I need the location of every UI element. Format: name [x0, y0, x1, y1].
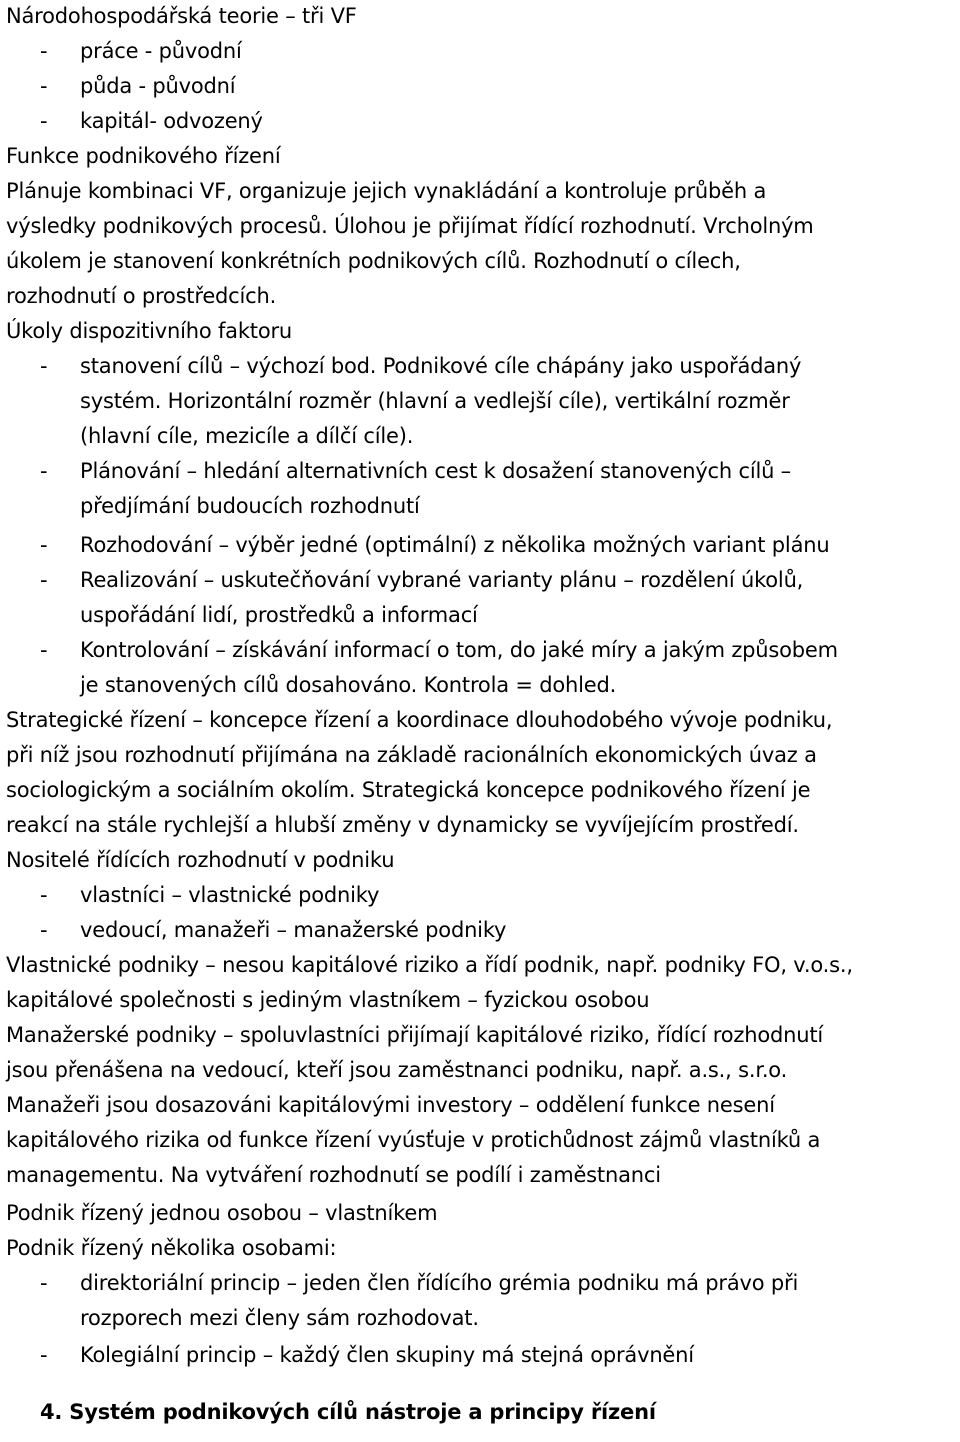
- list-item: direktoriální princip – jeden člen řídícího grémia podniku má právo při: [80, 1271, 799, 1295]
- list-dash: -: [40, 918, 48, 942]
- list-dash: -: [40, 638, 48, 662]
- text-line: Národohospodářská teorie – tři VF: [6, 4, 357, 28]
- list-item-continuation: uspořádání lidí, prostředků a informací: [80, 603, 478, 627]
- list-item-continuation: (hlavní cíle, mezicíle a dílčí cíle).: [80, 424, 414, 448]
- text-line: úkolem je stanovení konkrétních podnikových cílů. Rozhodnutí o cílech,: [6, 249, 741, 273]
- list-dash: -: [40, 354, 48, 378]
- list-dash: -: [40, 109, 48, 133]
- text-line: Manažeři jsou dosazováni kapitálovými investory – oddělení funkce nesení: [6, 1093, 775, 1117]
- text-line: Podnik řízený jednou osobou – vlastníkem: [6, 1201, 438, 1225]
- list-item: stanovení cílů – výchozí bod. Podnikové cíle chápány jako uspořádaný: [80, 354, 802, 378]
- list-dash: -: [40, 1271, 48, 1295]
- text-line: Úkoly dispozitivního faktoru: [6, 319, 293, 343]
- list-dash: -: [40, 533, 48, 557]
- list-item: vlastníci – vlastnické podniky: [80, 883, 380, 907]
- text-line: Podnik řízený několika osobami:: [6, 1236, 337, 1260]
- list-item: Realizování – uskutečňování vybrané varianty plánu – rozdělení úkolů,: [80, 568, 804, 592]
- list-item-continuation: rozporech mezi členy sám rozhodovat.: [80, 1306, 479, 1330]
- list-item: práce - původní: [80, 39, 242, 63]
- text-line: Funkce podnikového řízení: [6, 144, 281, 168]
- text-line: reakcí na stále rychlejší a hlubší změny v dynamicky se vyvíjejícím prostředí.: [6, 813, 799, 837]
- list-dash: -: [40, 74, 48, 98]
- list-dash: -: [40, 883, 48, 907]
- list-item: Kolegiální princip – každý člen skupiny má stejná oprávnění: [80, 1343, 694, 1367]
- text-line: managementu. Na vytváření rozhodnutí se podílí i zaměstnanci: [6, 1163, 661, 1187]
- text-line: Manažerské podniky – spoluvlastníci přijímají kapitálové riziko, řídící rozhodnutí: [6, 1023, 824, 1047]
- list-item: půda - původní: [80, 74, 236, 98]
- text-line: Strategické řízení – koncepce řízení a koordinace dlouhodobého vývoje podniku,: [6, 708, 833, 732]
- list-dash: -: [40, 1343, 48, 1367]
- text-line: Nositelé řídících rozhodnutí v podniku: [6, 848, 395, 872]
- list-item: vedoucí, manažeři – manažerské podniky: [80, 918, 507, 942]
- list-item: Rozhodování – výběr jedné (optimální) z několika možných variant plánu: [80, 533, 830, 557]
- text-line: při níž jsou rozhodnutí přijímána na základě racionálních ekonomických úvaz a: [6, 743, 817, 767]
- text-line: sociologickým a sociálním okolím. Strategická koncepce podnikového řízení je: [6, 778, 811, 802]
- list-dash: -: [40, 568, 48, 592]
- section-heading: 4. Systém podnikových cílů nástroje a principy řízení: [40, 1400, 656, 1424]
- text-line: Plánuje kombinaci VF, organizuje jejich vynakládání a kontroluje průběh a: [6, 179, 767, 203]
- text-line: kapitálové společnosti s jediným vlastníkem – fyzickou osobou: [6, 988, 650, 1012]
- list-item: Kontrolování – získávání informací o tom, do jaké míry a jakým způsobem: [80, 638, 838, 662]
- text-line: Vlastnické podniky – nesou kapitálové riziko a řídí podnik, např. podniky FO, v.o.s.,: [6, 953, 853, 977]
- list-dash: -: [40, 39, 48, 63]
- list-item-continuation: systém. Horizontální rozměr (hlavní a vedlejší cíle), vertikální rozměr: [80, 389, 790, 413]
- text-line: kapitálového rizika od funkce řízení vyúsťuje v protichůdnost zájmů vlastníků a: [6, 1128, 821, 1152]
- text-line: jsou přenášena na vedoucí, kteří jsou zaměstnanci podniku, např. a.s., s.r.o.: [6, 1058, 788, 1082]
- list-item-continuation: předjímání budoucích rozhodnutí: [80, 494, 420, 518]
- text-line: rozhodnutí o prostředcích.: [6, 284, 277, 308]
- text-line: výsledky podnikových procesů. Úlohou je přijímat řídící rozhodnutí. Vrcholným: [6, 214, 814, 238]
- list-item-continuation: je stanovených cílů dosahováno. Kontrola = dohled.: [80, 673, 617, 697]
- list-item: kapitál- odvozený: [80, 109, 263, 133]
- list-dash: -: [40, 459, 48, 483]
- list-item: Plánování – hledání alternativních cest k dosažení stanovených cílů –: [80, 459, 791, 483]
